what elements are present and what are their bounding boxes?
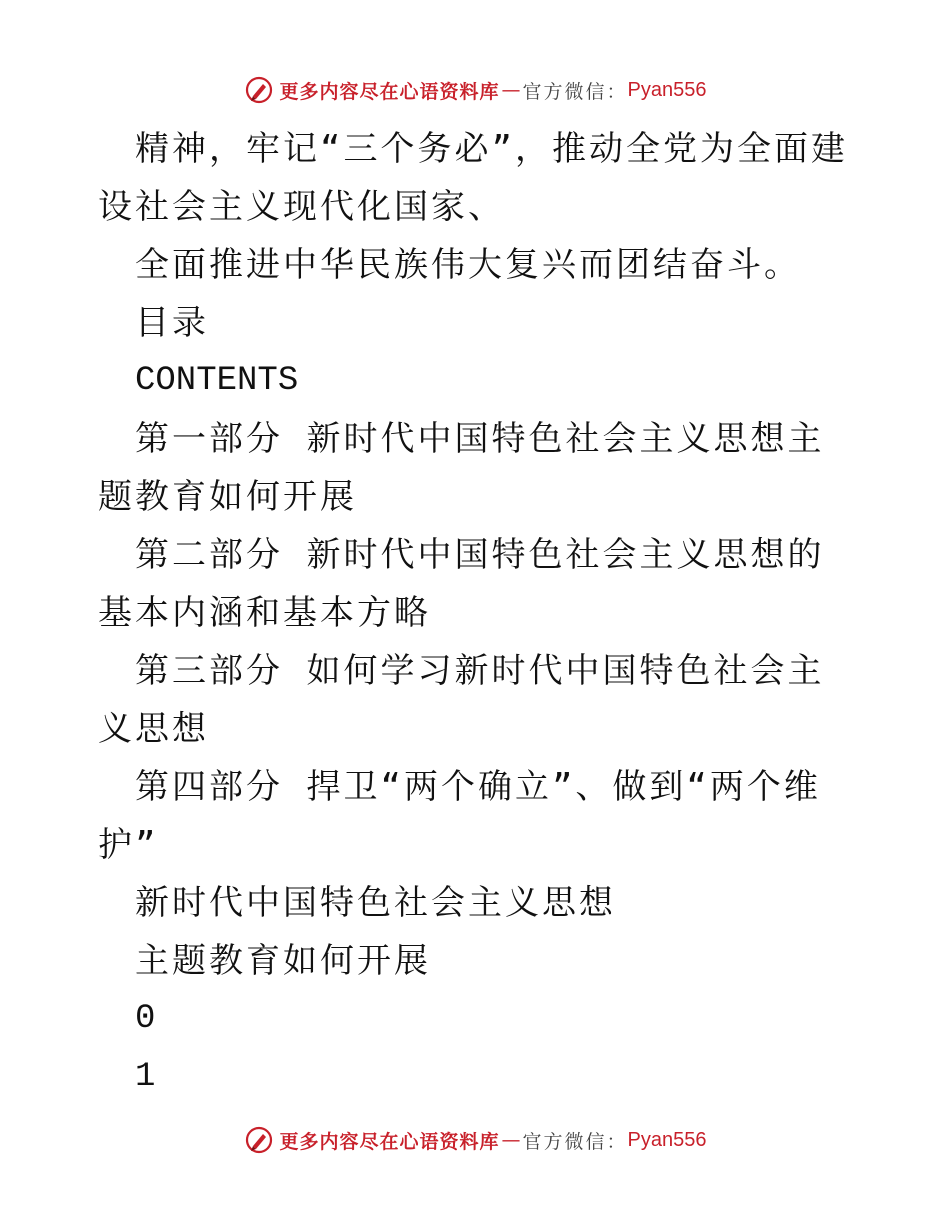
paragraph: 精神，牢记“三个务必”，推动全党为全面建设社会主义现代化国家、 [98, 129, 848, 227]
toc-item-part-4: 第四部分 捍卫“两个确立”、做到“两个维护” [98, 767, 821, 865]
toc-heading: 目录 [135, 303, 209, 343]
toc-item-part-3: 第三部分 如何学习新时代中国特色社会主义思想 [98, 651, 825, 749]
section-title: 新时代中国特色社会主义思想 [135, 883, 616, 923]
banner-dash: — [501, 1129, 521, 1151]
banner-wechat-id: Pyan556 [627, 1128, 707, 1151]
paragraph: 全面推进中华民族伟大复兴而团结奋斗。 [135, 245, 801, 285]
section-number-digit: 0 [135, 1000, 156, 1038]
banner-official-label: 官方微信： [522, 1130, 628, 1153]
toc-heading-english: CONTENTS [135, 362, 299, 400]
banner-wechat-id: Pyan556 [627, 78, 707, 101]
section-subtitle: 主题教育如何开展 [135, 941, 431, 981]
banner-official-label: 官方微信： [522, 80, 628, 103]
header-watermark-banner [0, 70, 950, 110]
toc-item-part-2: 第二部分 新时代中国特色社会主义思想的基本内涵和基本方略 [98, 535, 825, 633]
pen-logo-icon [244, 1125, 274, 1155]
toc-item-part-1: 第一部分 新时代中国特色社会主义思想主题教育如何开展 [98, 419, 825, 517]
pen-logo-icon [244, 75, 274, 105]
banner-brand-text: 更多内容尽在心语资料库 [279, 1130, 500, 1153]
banner-dash: — [501, 79, 521, 101]
document-body [98, 120, 858, 1106]
banner-brand-text: 更多内容尽在心语资料库 [279, 80, 500, 103]
footer-watermark-banner [0, 1120, 950, 1160]
section-number-digit: 1 [135, 1058, 156, 1096]
